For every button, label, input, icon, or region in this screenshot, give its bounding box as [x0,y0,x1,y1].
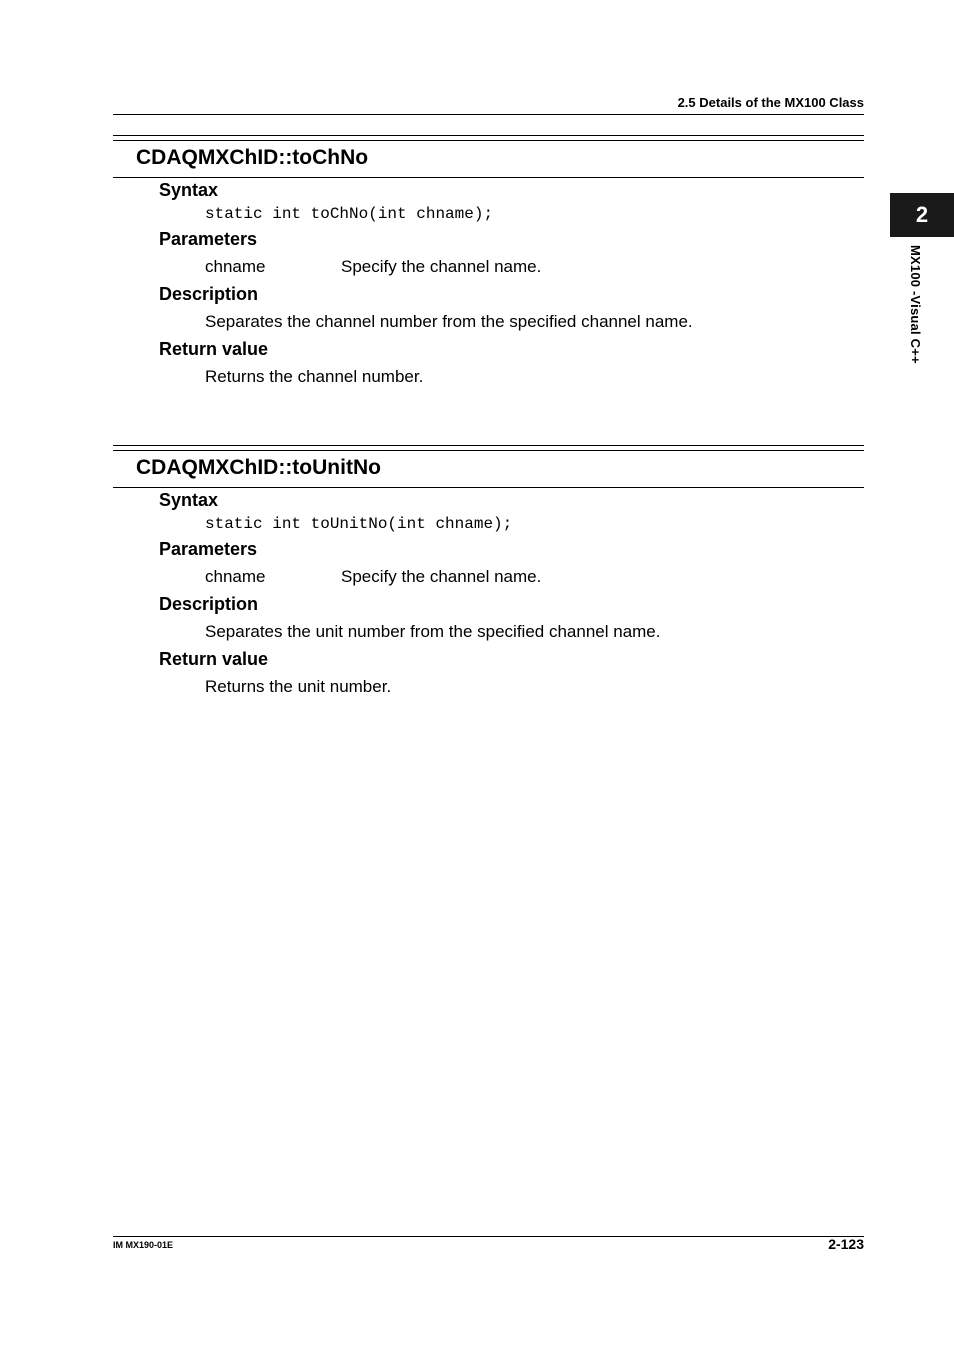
chapter-side-title: MX100 -Visual C++ [908,245,923,364]
return-text: Returns the channel number. [205,367,424,386]
method-title: CDAQMXChID::toUnitNo [136,456,381,479]
chapter-number: 2 [915,202,929,227]
syntax-code: static int toChNo(int chname); [205,205,494,223]
param-description: Specify the channel name. [341,257,542,276]
running-header: 2.5 Details of the MX100 Class [677,95,864,110]
method-title: CDAQMXChID::toChNo [136,146,369,169]
section-rule-top [113,135,864,136]
description-heading: Description [159,284,259,304]
section-rule-bottom [113,487,864,488]
chapter-tab [890,193,954,237]
section-rule-top-inner [113,140,864,141]
syntax-heading: Syntax [159,490,219,510]
doc-id: IM MX190-01E [113,1240,174,1250]
param-name: chname [205,567,266,586]
parameters-heading: Parameters [159,539,258,559]
section-rule-top [113,445,864,446]
description-text: Separates the unit number from the specified channel name. [205,622,661,641]
return-text: Returns the unit number. [205,677,392,696]
param-description: Specify the channel name. [341,567,542,586]
syntax-heading: Syntax [159,180,219,200]
return-heading: Return value [159,649,269,669]
section-rule-top-inner [113,450,864,451]
header-rule [113,114,864,115]
parameters-heading: Parameters [159,229,258,249]
param-name: chname [205,257,266,276]
section-rule-bottom [113,177,864,178]
return-heading: Return value [159,339,269,359]
description-heading: Description [159,594,259,614]
description-text: Separates the channel number from the specified channel name. [205,312,693,331]
page-number: 2-123 [828,1236,864,1252]
footer-rule [113,1236,864,1237]
syntax-code: static int toUnitNo(int chname); [205,515,513,533]
